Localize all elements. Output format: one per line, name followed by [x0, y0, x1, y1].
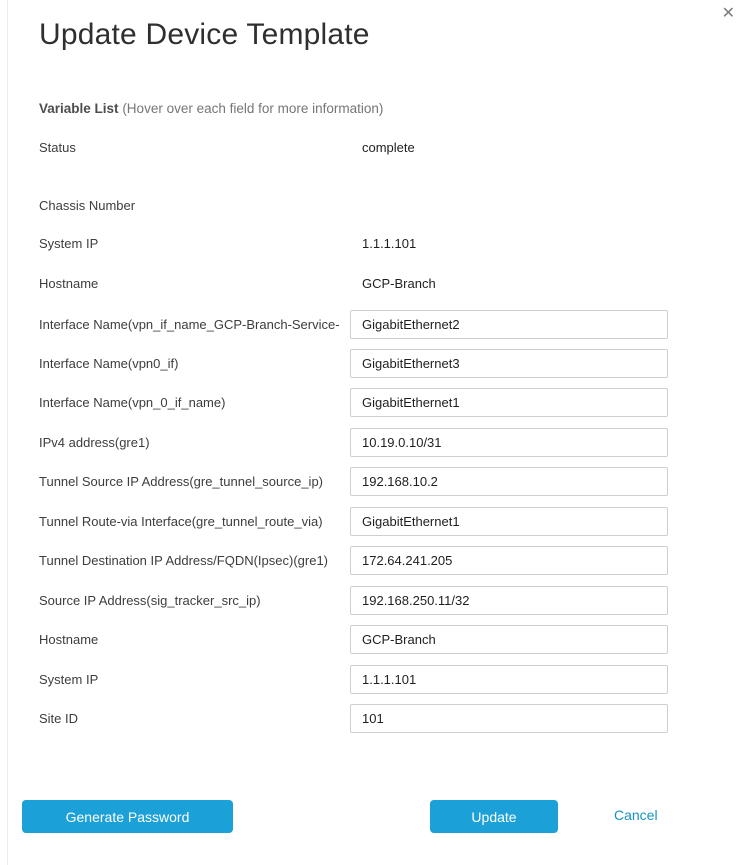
interface-name-vpn0-if-input[interactable]	[350, 349, 668, 378]
tunnel-destination-ip-input[interactable]	[350, 546, 668, 575]
field-label: Tunnel Source IP Address(gre_tunnel_source_ip)	[39, 474, 324, 489]
field-label: Chassis Number	[39, 197, 136, 213]
row-tunnel-destination-ip	[39, 546, 668, 575]
interface-name-service-input[interactable]	[350, 310, 668, 339]
variable-list-label: Variable List	[39, 101, 119, 116]
field-label: Tunnel Destination IP Address/FQDN(Ipsec)(gre1)	[39, 553, 329, 568]
field-label: System IP	[39, 235, 99, 251]
generate-password-button[interactable]: Generate Password	[22, 800, 233, 833]
row-interface-name-vpn-0-if-name	[39, 388, 668, 417]
source-ip-sig-tracker-input[interactable]	[350, 586, 668, 615]
cancel-button[interactable]: Cancel	[614, 807, 658, 823]
field-label: Tunnel Route-via Interface(gre_tunnel_route_via)	[39, 514, 323, 529]
row-hostname-readonly	[39, 271, 668, 295]
update-button[interactable]: Update	[430, 800, 558, 833]
close-icon[interactable]: ✕	[721, 5, 735, 22]
field-label: System IP	[39, 672, 99, 687]
row-interface-name-service	[39, 310, 668, 339]
field-value-status: complete	[362, 139, 415, 155]
field-label: Source IP Address(sig_tracker_src_ip)	[39, 593, 261, 608]
interface-name-vpn-0-if-name-input[interactable]	[350, 388, 668, 417]
variable-list-hint-text: (Hover over each field for more information)	[122, 101, 384, 116]
field-label: Interface Name(vpn_if_name_GCP-Branch-Service-	[39, 317, 340, 332]
page-title: Update Device Template	[39, 18, 370, 51]
tunnel-source-ip-input[interactable]	[350, 467, 668, 496]
tunnel-route-via-input[interactable]	[350, 507, 668, 536]
ipv4-address-gre1-input[interactable]	[350, 428, 668, 457]
row-site-id	[39, 704, 668, 733]
row-system-ip-editable	[39, 665, 668, 694]
row-interface-name-vpn0-if	[39, 349, 668, 378]
row-hostname-editable	[39, 625, 668, 654]
row-tunnel-source-ip	[39, 467, 668, 496]
field-label: Hostname	[39, 275, 99, 291]
field-value-hostname: GCP-Branch	[362, 275, 436, 291]
row-status	[39, 135, 668, 159]
row-chassis-number	[39, 193, 668, 217]
row-ipv4-address-gre1	[39, 428, 668, 457]
field-label: Status	[39, 139, 76, 155]
row-source-ip-sig-tracker	[39, 586, 668, 615]
field-label: Interface Name(vpn_0_if_name)	[39, 395, 226, 410]
field-label: Interface Name(vpn0_if)	[39, 356, 179, 371]
field-label: Site ID	[39, 711, 79, 726]
field-label: IPv4 address(gre1)	[39, 435, 150, 450]
row-system-ip-readonly	[39, 231, 668, 255]
row-tunnel-route-via	[39, 507, 668, 536]
variable-list-header	[39, 101, 383, 116]
hostname-input[interactable]	[350, 625, 668, 654]
dialog-left-edge	[7, 0, 8, 865]
field-value-system-ip: 1.1.1.101	[362, 235, 417, 251]
site-id-input[interactable]	[350, 704, 668, 733]
system-ip-input[interactable]	[350, 665, 668, 694]
field-label: Hostname	[39, 632, 99, 647]
